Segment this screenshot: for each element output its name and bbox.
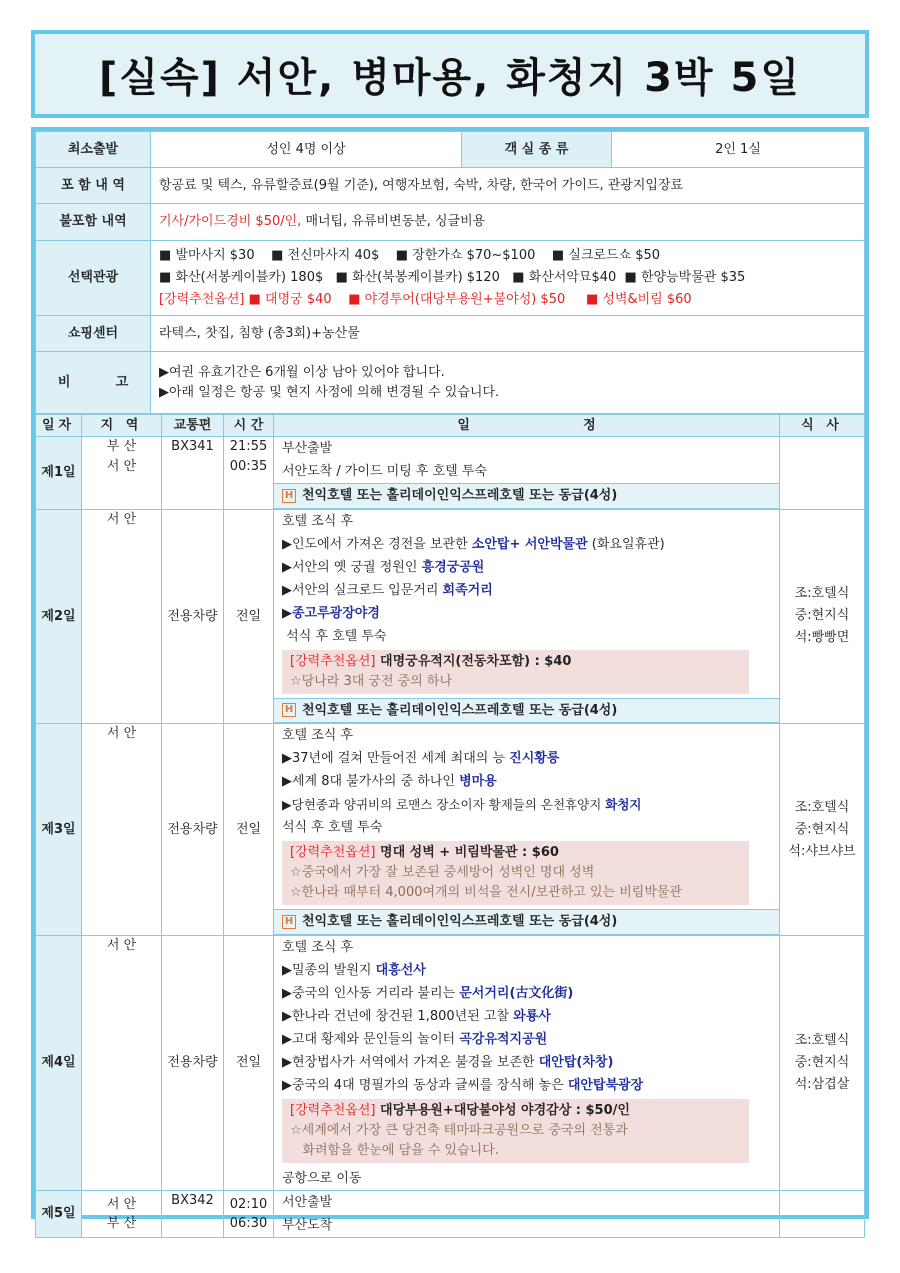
day4-transport: 전용차량 [162,936,224,1191]
day4-meal-1: 조:호텔식 [794,1033,850,1048]
day3-option-tag: [강력추천옵션] [290,845,376,860]
hotel-icon: H [282,489,296,503]
day2-schedule [274,509,780,724]
day2-option-desc: ☆당나라 3대 궁전 중의 하나 [290,673,453,689]
day1-schedule [274,437,780,510]
day4-line-4-text: ▶한나라 건넌에 창건된 1,800년된 고찰 [282,1009,514,1024]
day2-line-4-text: ▶서안의 실크로드 입문거리 [282,582,443,598]
day2-line-2 [274,533,779,556]
day4-line-6 [274,1051,779,1074]
day4-attraction-4: 곡강유적지공원 [459,1032,548,1047]
day3-option-title [290,843,741,863]
day4-line-3 [274,982,779,1005]
included-value: 항공료 및 텍스, 유류할증료(9월 기준), 여행자보험, 숙박, 차량, 한국어 가이드, 관광지입장료 [151,168,865,204]
day2-meal-1: 조:호텔식 [794,586,850,602]
day2-option-box [282,650,749,694]
day4-attraction-3: 와룡사 [513,1009,551,1024]
day3-transport: 전용차량 [162,724,224,936]
day5-time [224,1191,274,1238]
excluded-value [151,204,865,241]
day4-line-1: 호텔 조식 후 [282,940,354,955]
day1-line-1: 부산출발 [282,441,333,456]
day3-line-2 [274,747,779,770]
day1-transport: BX341 [162,437,224,510]
day4-meal-2: 중:현지식 [794,1055,850,1070]
day3-line-2-text: ▶37년에 걸쳐 만들어진 세계 최대의 능 [282,751,510,766]
room-type-value: 2인 1실 [612,132,865,168]
optional-tours-value [151,241,865,316]
header-meal: 식 사 [780,415,865,437]
optional-line-2: ■ 화산(서봉케이블카) 180$ ■ 화산(북봉케이블카) $120 ■ 화산서악묘$40 ■ 한양능박물관 $35 [159,270,746,285]
day2-line-3 [274,556,779,579]
day3-line-5: 석식 후 호텔 투숙 [282,820,383,835]
day2-label: 제2일 [36,509,82,724]
day1-time [224,437,274,510]
header-schedule: 일 정 [274,415,780,437]
day4-line-5 [274,1028,779,1051]
day3-meal [780,724,865,936]
day3-meal-1: 조:호텔식 [794,799,850,815]
shopping-label: 쇼핑센터 [36,316,151,352]
notes-label: 비 고 [36,352,151,414]
hotel-icon: H [282,915,296,929]
day3-attraction-1: 진시황릉 [509,751,560,766]
day2-option-name: 대명궁유적지(전동차포함) : $40 [375,653,572,669]
day5-meal [780,1191,865,1238]
day4-meal [780,936,865,1191]
header-region: 지 역 [82,415,162,437]
day3-line-3-text: ▶세계 8대 불가사의 중 하나인 [282,774,460,789]
day3-row [36,724,865,936]
day2-line-4 [274,579,779,602]
page-title: [실속] 서안, 병마용, 화청지 3박 5일 [99,54,801,101]
day3-region: 서 안 [82,724,162,936]
day1-region-2: 서 안 [106,458,137,474]
day2-line-2-note: (화요일휴관) [587,536,665,552]
day1-region-1: 부 산 [106,439,137,454]
day2-transport: 전용차량 [162,509,224,724]
day1-hotel [274,483,779,509]
day1-meal [780,437,865,510]
day4-option-name: 대당부용원+대당불야성 야경감상 : $50/인 [375,1103,630,1118]
day2-attraction-3: 회족거리 [442,582,493,598]
notes-value [151,352,865,414]
day2-line-2-text: ▶인도에서 가져온 경전을 보관한 [282,536,472,552]
day1-region [82,437,162,510]
day4-row [36,936,865,1191]
day4-option-desc-1: ☆세계에서 가장 큰 당건축 테마파크공원으로 중국의 전통과 [290,1123,628,1138]
day1-row [36,437,865,510]
day3-option-box [282,841,749,905]
day3-line-4-text: ▶당현종과 양귀비의 로맨스 장소이자 황제들의 온천휴양지 [282,797,606,812]
day2-meal-2: 중:현지식 [794,608,850,624]
day3-label: 제3일 [36,724,82,936]
day2-line-6: 석식 후 호텔 투숙 [282,628,387,644]
excluded-label: 불포함 내역 [36,204,151,241]
day1-time-2: 00:35 [229,458,268,474]
title-banner [31,30,869,118]
header-time: 시 간 [224,415,274,437]
day4-schedule [274,936,780,1191]
day4-meal-3: 석:삼겹살 [794,1077,850,1092]
day2-row [36,509,865,724]
day2-meal [780,509,865,724]
day4-line-3-text: ▶중국의 인사동 거리라 불리는 [282,986,460,1001]
day3-line-4 [274,793,779,816]
day2-attraction-1: 소안탑+ 서안박물관 [471,536,588,552]
hotel-icon: H [282,703,296,717]
day3-attraction-2: 병마용 [459,774,497,789]
excluded-rest-text: 매너팁, 유류비변동분, 싱글비용 [301,214,486,230]
room-type-label: 객 실 종 류 [462,132,612,168]
day4-attraction-5: 대안탑(차창) [538,1055,614,1070]
day2-line-3-text: ▶서안의 옛 궁궐 정원인 [282,559,422,575]
day5-label: 제5일 [36,1191,82,1238]
day3-time: 전일 [224,724,274,936]
shopping-value: 라텍스, 찻집, 침향 (총3회)+농산물 [151,316,865,352]
day2-region: 서 안 [82,509,162,724]
info-table [35,131,865,414]
excluded-red-text: 기사/가이드경비 $50/인, [159,214,302,230]
note-1: ▶여권 유효기간은 6개월 이상 남아 있어야 합니다. [159,365,445,380]
day5-region-1: 서 안 [106,1196,137,1212]
day4-line-7-text: ▶중국의 4대 명필가의 동상과 글씨를 장식해 놓은 [282,1078,568,1093]
day3-line-1: 호텔 조식 후 [282,728,354,743]
day3-meal-3: 석:샤브샤브 [788,843,856,859]
min-departure-value: 성인 4명 이상 [151,132,462,168]
day2-option-tag: [강력추천옵션] [290,653,376,669]
day5-line-2: 부산도착 [282,1218,333,1233]
day3-hotel [274,909,779,935]
day4-option-desc-2: 화려함을 한눈에 담을 수 있습니다. [290,1143,499,1158]
day3-option-desc-1: ☆중국에서 가장 잘 보존된 중세방어 성벽인 명대 성벽 [290,865,595,880]
day5-line-1: 서안출발 [282,1195,333,1210]
optional-line-3: [강력추천옵션] ■ 대명궁 $40 ■ 야경투어(대당부용원+불야성) $50 ■ 성벽&비림 $60 [159,292,692,307]
day4-option-box [282,1099,749,1163]
day4-label: 제4일 [36,936,82,1191]
day2-option-title [290,652,741,672]
day5-region-2: 부 산 [106,1216,137,1231]
day4-line-5-text: ▶고대 황제와 문인들의 놀이터 [282,1032,460,1047]
day1-hotel-text: 천익호텔 또는 홀리데이인익스프레호텔 또는 동급(4성) [302,488,618,503]
day4-time: 전일 [224,936,274,1191]
day2-line-5 [274,602,779,625]
day4-line-4 [274,1005,779,1028]
header-transport: 교통편 [162,415,224,437]
day4-attraction-6: 대안탑북광장 [567,1078,644,1093]
optional-tours-label: 선택관광 [36,241,151,316]
day5-region [82,1191,162,1238]
schedule-table [35,414,865,1238]
itinerary-frame [31,127,869,1233]
day4-attraction-2: 문서거리(古文化街) [459,986,574,1001]
day2-meal-3: 석:빵빵면 [794,630,850,646]
day1-label: 제1일 [36,437,82,510]
min-departure-label: 최소출발 [36,132,151,168]
day4-region: 서 안 [82,936,162,1191]
day2-hotel-text: 천익호텔 또는 홀리데이인익스프레호텔 또는 동급(4성) [302,702,618,718]
day2-time: 전일 [224,509,274,724]
day4-line-7 [274,1074,779,1097]
day2-attraction-4: 종고루광장야경 [292,605,380,621]
included-label: 포 함 내 역 [36,168,151,204]
day3-hotel-text: 천익호텔 또는 홀리데이인익스프레호텔 또는 동급(4성) [302,914,618,929]
day3-line-3 [274,770,779,793]
day5-transport: BX342 [162,1191,224,1238]
day1-line-2: 서안도착 / 가이드 미팅 후 호텔 투숙 [282,464,487,479]
day5-time-2: 06:30 [229,1216,268,1231]
day4-option-tag: [강력추천옵션] [290,1103,376,1118]
note-2: ▶아래 일정은 항공 및 현지 사정에 의해 변경될 수 있습니다. [159,384,500,400]
day4-line-2 [274,959,779,982]
day3-option-name: 명대 성벽 + 비림박물관 : $60 [375,845,559,860]
day3-attraction-3: 화청지 [605,797,642,812]
optional-line-1: ■ 발마사지 $30 ■ 전신마사지 40$ ■ 장한가쇼 $70~$100 ■ 실크로드쇼 $50 [159,248,661,263]
day5-schedule [274,1191,780,1238]
day3-schedule [274,724,780,936]
day4-attraction-1: 대흥선사 [375,963,426,978]
header-day: 일자 [36,415,82,437]
day3-option-desc-2: ☆한나라 때부터 4,000여개의 비석을 전시/보관하고 있는 비림박물관 [290,885,682,900]
day2-line-1: 호텔 조식 후 [282,513,354,529]
day1-time-1: 21:55 [229,439,268,454]
day4-line-6-text: ▶현장법사가 서역에서 가져온 불경을 보존한 [282,1055,539,1070]
day4-option-title [290,1101,741,1121]
day2-line-5-text: ▶ [282,605,292,621]
day5-time-1: 02:10 [229,1196,268,1212]
day4-line-2-text: ▶밀종의 발원지 [282,963,376,978]
day4-line-8: 공항으로 이동 [282,1171,362,1186]
day5-row [36,1191,865,1238]
day3-meal-2: 중:현지식 [794,821,850,837]
day2-hotel [274,698,779,724]
day2-attraction-2: 흥경궁공원 [421,559,485,575]
